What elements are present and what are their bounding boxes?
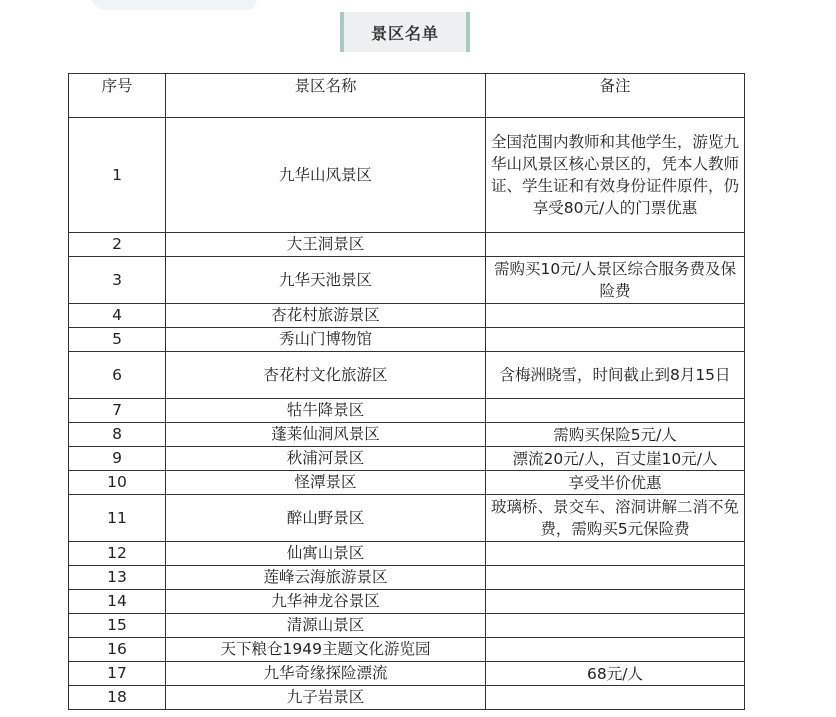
- row-name: 杏花村文化旅游区: [166, 352, 486, 399]
- row-number: 3: [69, 257, 166, 304]
- table-row: [69, 447, 745, 471]
- row-number: 10: [69, 471, 166, 495]
- page-title: 景区名单: [340, 12, 470, 52]
- row-number: 16: [69, 638, 166, 662]
- row-name: 怪潭景区: [166, 471, 486, 495]
- scenic-spot-table: [68, 73, 745, 710]
- row-name: 九华神龙谷景区: [166, 590, 486, 614]
- table-row: [69, 590, 745, 614]
- row-note: [486, 638, 745, 662]
- table-row: [69, 399, 745, 423]
- table-row: [69, 352, 745, 399]
- row-number: 1: [69, 118, 166, 233]
- row-note: [486, 328, 745, 352]
- row-note: [486, 686, 745, 710]
- table-row: [69, 495, 745, 542]
- table-row: [69, 233, 745, 257]
- row-number: 15: [69, 614, 166, 638]
- row-name: 牯牛降景区: [166, 399, 486, 423]
- row-name: 莲峰云海旅游景区: [166, 566, 486, 590]
- row-note: [486, 566, 745, 590]
- row-number: 13: [69, 566, 166, 590]
- row-name: 秀山门博物馆: [166, 328, 486, 352]
- table-row: [69, 471, 745, 495]
- row-number: 5: [69, 328, 166, 352]
- table-row: [69, 614, 745, 638]
- header-name: 景区名称: [166, 74, 486, 118]
- row-note: [486, 590, 745, 614]
- row-name: 仙寓山景区: [166, 542, 486, 566]
- row-note: [486, 233, 745, 257]
- table-row: [69, 257, 745, 304]
- row-note: 需购买保险5元/人: [486, 423, 745, 447]
- row-number: 7: [69, 399, 166, 423]
- row-name: 九华天池景区: [166, 257, 486, 304]
- row-name: 醉山野景区: [166, 495, 486, 542]
- table-row: [69, 662, 745, 686]
- table-row: [69, 118, 745, 233]
- row-number: 18: [69, 686, 166, 710]
- row-number: 14: [69, 590, 166, 614]
- row-number: 17: [69, 662, 166, 686]
- row-number: 11: [69, 495, 166, 542]
- row-name: 九华奇缘探险漂流: [166, 662, 486, 686]
- row-name: 大王洞景区: [166, 233, 486, 257]
- header-number: 序号: [69, 74, 166, 118]
- table-header-row: [69, 74, 745, 118]
- row-note: 含梅洲晓雪，时间截止到8月15日: [486, 352, 745, 399]
- row-name: 蓬莱仙洞风景区: [166, 423, 486, 447]
- table-row: [69, 686, 745, 710]
- row-number: 12: [69, 542, 166, 566]
- row-note: 享受半价优惠: [486, 471, 745, 495]
- row-note: 全国范围内教师和其他学生，游览九华山风景区核心景区的，凭本人教师证、学生证和有效身份证件原件，仍享受80元/人的门票优惠: [486, 118, 745, 233]
- header-note: 备注: [486, 74, 745, 118]
- row-name: 九华山风景区: [166, 118, 486, 233]
- row-note: 需购买10元/人景区综合服务费及保险费: [486, 257, 745, 304]
- row-number: 6: [69, 352, 166, 399]
- table-row: [69, 638, 745, 662]
- row-number: 9: [69, 447, 166, 471]
- row-note: [486, 304, 745, 328]
- row-number: 4: [69, 304, 166, 328]
- top-decoration: [84, 0, 263, 10]
- table-row: [69, 566, 745, 590]
- row-note: [486, 399, 745, 423]
- row-note: 玻璃桥、景交车、溶洞讲解二消不免费，需购买5元保险费: [486, 495, 745, 542]
- row-name: 秋浦河景区: [166, 447, 486, 471]
- table-row: [69, 304, 745, 328]
- table-row: [69, 328, 745, 352]
- row-number: 2: [69, 233, 166, 257]
- row-name: 天下粮仓1949主题文化游览园: [166, 638, 486, 662]
- row-note: [486, 614, 745, 638]
- table-row: [69, 423, 745, 447]
- row-note: [486, 542, 745, 566]
- table-row: [69, 542, 745, 566]
- row-name: 九子岩景区: [166, 686, 486, 710]
- row-name: 杏花村旅游景区: [166, 304, 486, 328]
- row-name: 清源山景区: [166, 614, 486, 638]
- row-note: 68元/人: [486, 662, 745, 686]
- row-note: 漂流20元/人，百丈崖10元/人: [486, 447, 745, 471]
- row-number: 8: [69, 423, 166, 447]
